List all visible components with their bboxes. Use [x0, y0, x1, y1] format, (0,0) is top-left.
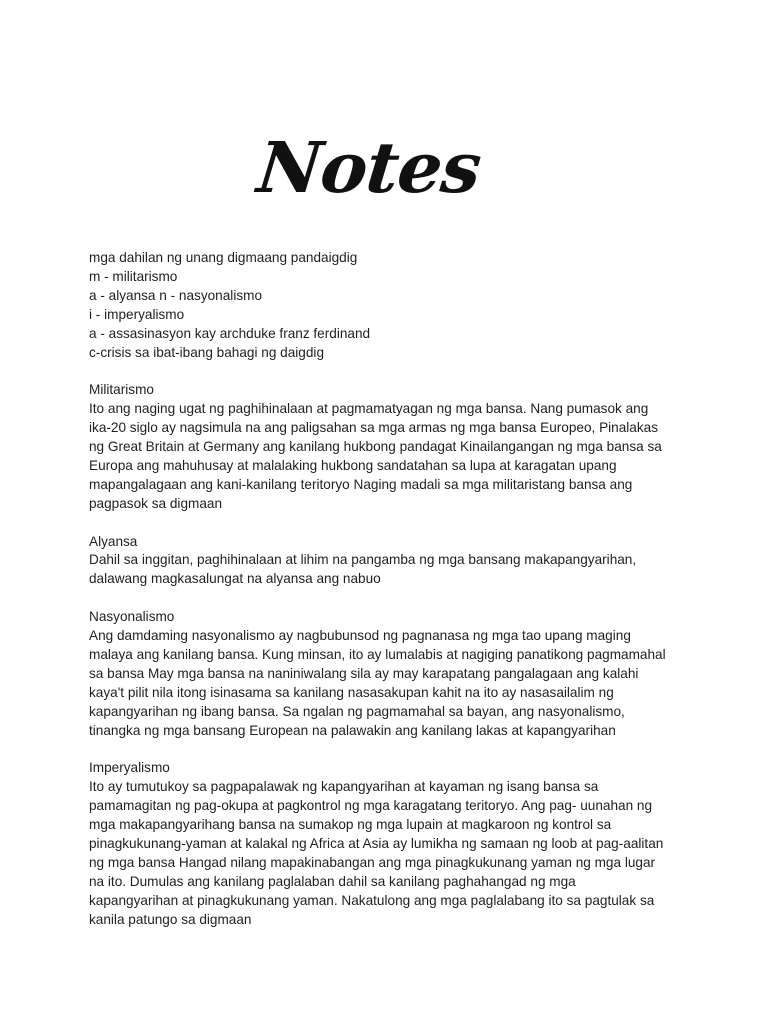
body-line: mga makapangyarihang bansa na sumakop ng mga lupain at magkaroon ng kontrol sa: [89, 817, 612, 833]
paragraph-spacer: [89, 741, 689, 760]
intro-line: mga dahilan ng unang digmaang pandaigdig: [89, 250, 358, 265]
body-line: dalawang magkasalungat na alyansa ang nabuo: [89, 571, 381, 587]
section-heading-nasyonalismo: Nasyonalismo: [89, 609, 175, 625]
body-line: Dahil sa inggitan, paghihinalaan at lihim na pangamba ng mga bansang makapangyarihan,: [89, 552, 637, 568]
paragraph-spacer: [89, 589, 689, 608]
intro-line: i - imperyalismo: [89, 306, 185, 322]
body-line: ng Great Britain at Germany ang kanilang hukbong pandagat Kinailangangan ng mga bansa sa: [89, 439, 662, 455]
body-line: Ito ang naging ugat ng paghihinalaan at pagmamatyagan ng mga bansa. Nang pumasok ang: [89, 401, 649, 417]
body-line: ng mga bansa Hangad nilang mapakinabangan ang mga pinagkukunang yaman ng mga lugar: [89, 854, 656, 870]
paragraph-spacer: [89, 362, 689, 381]
body-line: mapangalagaan ang kani-kanilang teritoryo Naging madali sa mga militaristang bansa ang: [89, 476, 633, 492]
body-line: pamamagitan ng pag-okupa at pagkontrol ng mga karagatang teritoryo. Ang pag- uunahan ng: [89, 798, 653, 814]
intro-line: c-crisis sa ibat-ibang bahagi ng daigdig: [89, 344, 325, 360]
body-line: pinagkukunang-yaman at kalakal ng Africa at Asia ay lumikha ng samaan ng loob at pag-aalitan: [89, 836, 664, 852]
body-line: Europa ang mahuhusay at malalaking hukbong sandatahan sa lupa at karagatan upang: [89, 457, 617, 473]
section-heading-militarismo: Militarismo: [89, 382, 154, 398]
body-line: Ito ay tumutukoy sa pagpapalawak ng kapangyarihan at kayaman ng isang bansa sa: [89, 779, 599, 795]
body-line: na ito. Dumulas ang kanilang paglalaban dahil sa kanilang paghahangad ng mga: [89, 873, 576, 889]
body-line: sa bansa May mga bansa na naniniwalang sila ay may karapatang pangalagaan ang kalahi: [89, 665, 639, 681]
intro-line: a - alyansa n - nasyonalismo: [89, 287, 263, 303]
section-heading-imperyalismo: Imperyalismo: [89, 760, 170, 776]
body-line: Ang damdaming nasyonalismo ay nagbubunsod ng pagnanasa ng mga tao upang maging: [89, 628, 631, 644]
intro-line: a - assasinasyon kay archduke franz ferdinand: [89, 325, 371, 341]
body-line: pagpasok sa digmaan: [89, 495, 223, 511]
body-line: ika-20 siglo ay nagsimula na ang paligsahan sa mga armas ng mga bansa Europeo, Pinalakas: [89, 420, 659, 436]
body-line: kanila patungo sa digmaan: [89, 911, 252, 927]
body-line: kapangyarihan at pinagkukunang yaman. Nakatulong ang mga paglalabang ito sa pagtulak sa: [89, 892, 655, 908]
page-title: Notes: [253, 126, 485, 209]
body-line: malaya ang kanilang bansa. Kung minsan, ito ay lumalabis at nagiging panatikong pagmamahal: [89, 646, 666, 662]
body-line: kapangyarihan ng ibang bansa. Sa ngalan ng pagmamahal sa bayan, ang nasyonalismo,: [89, 703, 625, 719]
body-line: tinangka ng mga bansang European na palawakin ang kanilang lakas at kapangyarihan: [89, 722, 616, 738]
body-line: kaya't pilit nila itong isinasama sa kanilang nasasakupan kahit na ito ay nasasailalim ng: [89, 684, 614, 700]
document-body: [89, 249, 689, 930]
intro-line: m - militarismo: [89, 268, 178, 284]
section-heading-alyansa: Alyansa: [89, 533, 138, 549]
paragraph-spacer: [89, 514, 689, 533]
